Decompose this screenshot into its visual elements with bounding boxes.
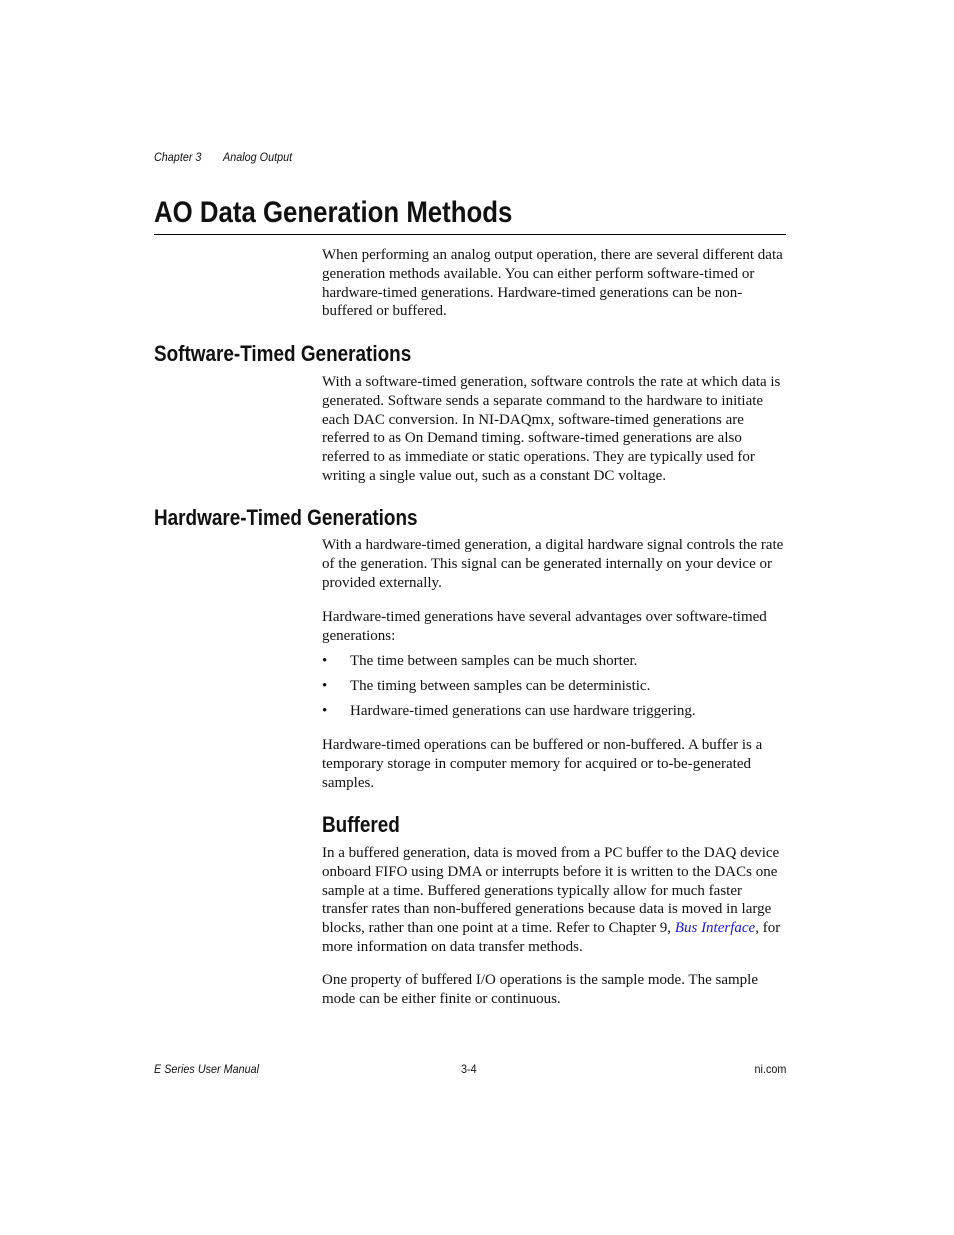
footer-website: ni.com [754, 1062, 786, 1076]
bus-interface-link[interactable]: Bus Interface [674, 920, 756, 937]
bullet-icon: • [322, 702, 328, 719]
buffered-heading: Buffered [322, 812, 400, 837]
running-header [154, 150, 292, 164]
buffered-paragraph-2: One property of buffered I/O operations is the sample mode. The sample mode can be either finite or continuous. [322, 972, 758, 1007]
hardware-timed-heading: Hardware-Timed Generations [154, 505, 418, 530]
footer-manual-title: E Series User Manual [154, 1062, 260, 1076]
chapter-label: Chapter 3 [154, 150, 202, 164]
buffered-paragraph-1: In a buffered generation, data is moved from a PC buffer to the DAQ device onboard FIFO using DMA or interrupts before it is written to the DACs one sample at a time. Buffered generations typically allow for much faster transfer rates than non-buffered generations because data is moved in large blocks, rather than one point at a time. Refer to Chapter 9, Bus Interface, for more information on data transfer methods. [322, 845, 781, 955]
title-divider [154, 234, 786, 235]
hardware-timed-paragraph-3: Hardware-timed operations can be buffered or non-buffered. A buffer is a temporary storage in computer memory for acquired or to-be-generated samples. [322, 737, 763, 791]
software-timed-heading: Software-Timed Generations [154, 341, 412, 366]
bullet-icon: • [322, 653, 328, 669]
bullet-icon: • [322, 677, 328, 694]
page-title: AO Data Generation Methods [154, 196, 513, 229]
hardware-timed-paragraph-1: With a hardware-timed generation, a digital hardware signal controls the rate of the generation. This signal can be generated internally on your device or provided externally. [322, 537, 784, 591]
list-item: • Hardware-timed generations can use hardware triggering. [322, 702, 696, 719]
advantages-list [322, 652, 786, 727]
list-item: • The timing between samples can be deterministic. [322, 677, 651, 694]
intro-paragraph: When performing an analog output operation, there are several different data generation methods available. You can either perform software-timed or hardware-timed generations. Hardware-timed generations can be non-buffered or buffered. [322, 247, 783, 320]
hardware-timed-paragraph-2: Hardware-timed generations have several advantages over software-timed generations: [322, 609, 767, 644]
page-number: 3-4 [461, 1062, 477, 1076]
software-timed-paragraph: With a software-timed generation, software controls the rate at which data is generated. Software sends a separate command to the hardware to initiate each DAC conversion. In NI-DAQmx, software-timed generations are referred to as On Demand timing. software-timed generations are also referred to as immediate or static operations. They are typically used for writing a single value out, such as a constant DC voltage. [322, 374, 781, 484]
section-label: Analog Output [223, 150, 293, 164]
list-item: • The time between samples can be much shorter. [322, 653, 638, 669]
